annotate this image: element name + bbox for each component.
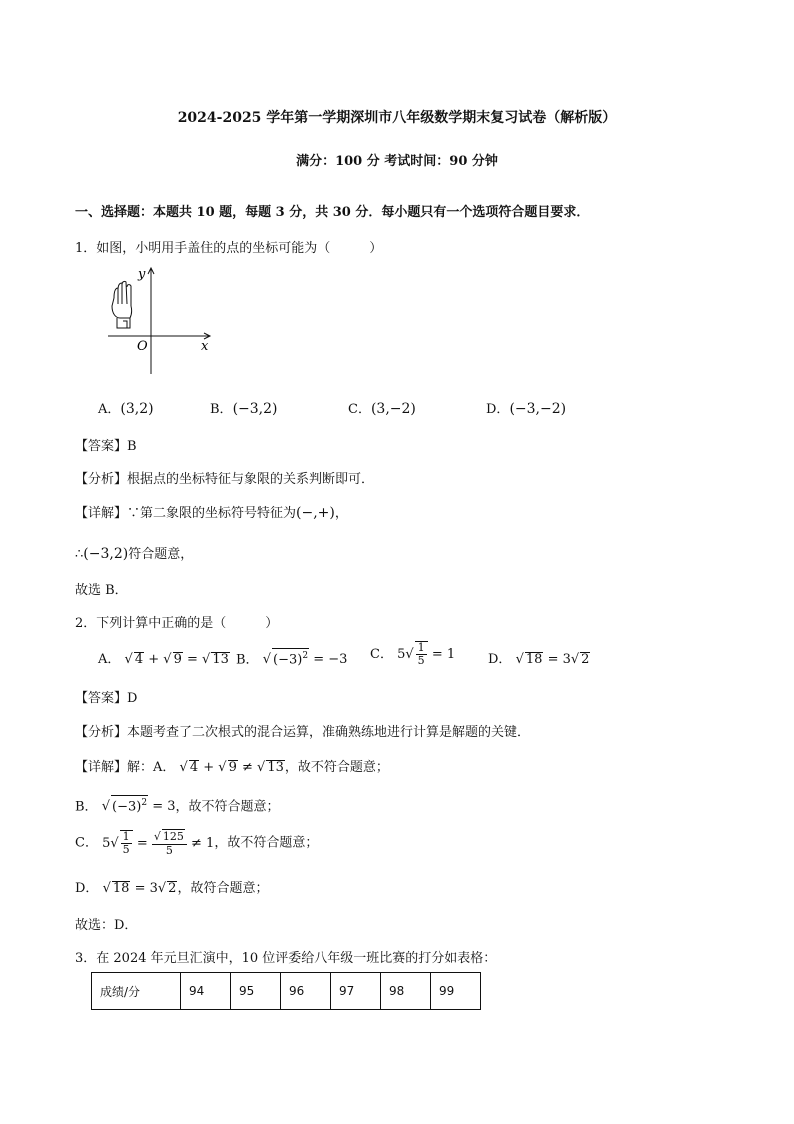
detail-prefix: D．	[75, 881, 99, 896]
option-value: (−3,−2)	[509, 401, 567, 417]
table-cell: 94	[181, 973, 231, 1010]
radicand: 9	[228, 760, 237, 775]
coefficient: 5	[397, 647, 406, 662]
radicand	[272, 648, 309, 667]
denominator: 5	[165, 844, 173, 857]
expression: √ 4 + √ 9 ≠ √ 13	[179, 760, 284, 775]
y-axis-label: y	[138, 267, 146, 282]
option-label: D．	[486, 402, 510, 417]
therefore-text: 符合题意，	[128, 547, 194, 562]
table-cell: 96	[281, 973, 331, 1010]
q2-detail-d	[75, 877, 268, 896]
hand-icon	[112, 281, 132, 328]
operator: ≠	[242, 760, 253, 775]
detail-prefix: C．	[75, 835, 98, 851]
exponent: 2	[302, 651, 309, 661]
operator: +	[148, 652, 160, 667]
q1-answer: 【答案】B	[75, 439, 137, 454]
numerator: 1	[122, 829, 130, 843]
numerator: 1	[417, 641, 425, 654]
denominator: 5	[417, 654, 425, 667]
table-row	[92, 973, 481, 1010]
operator: =	[187, 652, 198, 667]
document-title: 2024-2025 学年第一学期深圳市八年级数学期末复习试卷（解析版）	[177, 110, 617, 126]
document-subtitle: 满分：100 分 考试时间：90 分钟	[296, 154, 498, 169]
radicand: 18	[112, 881, 130, 896]
q2-analysis: 【分析】本题考查了二次根式的混合运算，准确熟练地进行计算是解题的关键．	[75, 725, 531, 740]
expression: 5√ $\frac{1}{5}$ = $\frac{√ 125}{5}$ ≠ 1	[102, 829, 215, 857]
radicand	[120, 830, 133, 856]
q2-option-b	[236, 648, 347, 667]
q2-option-a	[98, 648, 230, 667]
operator: +	[203, 760, 215, 775]
numerator: √ 125	[152, 829, 187, 845]
detail-prefix: 【详解】解：A．	[75, 760, 176, 775]
option-value: (3,2)	[120, 401, 154, 417]
option-value: (3,−2)	[370, 401, 416, 417]
option-expression: 5√ $\frac{1}{5}$ = 1	[397, 641, 456, 667]
detail-suffix: ，故不符合题意；	[214, 835, 319, 851]
rhs: = 1	[431, 647, 456, 662]
coefficient: 5	[102, 835, 111, 851]
option-label: A．	[98, 402, 121, 417]
q2-detail-b	[75, 795, 280, 814]
detail-prefix: B．	[75, 799, 98, 815]
detail-suffix: ，故不符合题意；	[284, 760, 389, 775]
operator: =	[136, 835, 148, 851]
rhs: = 3	[152, 799, 176, 815]
x-axis-label: x	[201, 339, 209, 354]
radicand	[111, 795, 148, 814]
rhs: ≠ 1	[191, 835, 215, 851]
origin-label: O	[137, 339, 148, 354]
q1-figure	[100, 262, 220, 377]
option-expression: √ 4 + √ 9 = √ 13	[124, 652, 229, 667]
exponent: 2	[141, 798, 148, 808]
expression: √ 18 = 3√ 2	[102, 881, 177, 896]
denominator: 5	[122, 842, 130, 856]
q2-option-d	[488, 648, 590, 667]
option-label: A．	[98, 652, 121, 667]
q1-analysis: 【分析】根据点的坐标特征与象限的关系判断即可．	[75, 472, 375, 487]
option-label: D．	[488, 652, 512, 667]
detail-text: 【详解】∵第二象限的坐标符号特征为	[75, 506, 297, 521]
option-label: C．	[370, 647, 393, 662]
radicand-base: (−3)	[112, 799, 142, 815]
table-cell: 97	[331, 973, 381, 1010]
q2-detail-c	[75, 829, 318, 857]
q1-option-c	[348, 398, 416, 417]
radicand: 13	[267, 760, 284, 775]
score-table	[91, 972, 481, 1010]
q2-detail-a	[75, 756, 389, 775]
rhs: = 3	[547, 652, 571, 667]
therefore-point: (−3,2)	[83, 546, 129, 562]
therefore-symbol: ∴	[75, 547, 84, 562]
table-cell: 98	[381, 973, 431, 1010]
radicand: 9	[173, 652, 182, 667]
sign-feature: (−,+)	[296, 505, 335, 521]
q2-stem: 2．下列计算中正确的是（ ）	[75, 616, 279, 631]
option-expression: √ $(-3)^2 = -3$	[263, 652, 348, 667]
detail-suffix: ，故不符合题意；	[175, 799, 280, 815]
q2-choose: 故选：D．	[75, 918, 138, 933]
option-label: B．	[210, 402, 233, 417]
option-label: B．	[236, 652, 259, 668]
q1-option-b	[210, 398, 277, 417]
q2-answer: 【答案】D	[75, 691, 138, 706]
radicand: 2	[168, 881, 177, 896]
q1-option-d	[486, 398, 566, 417]
table-header-cell: 成绩/分	[92, 973, 181, 1010]
radicand: 125	[162, 830, 184, 843]
radicand: 4	[134, 652, 144, 667]
radicand: 2	[581, 652, 590, 667]
rhs: = −3	[313, 652, 348, 668]
q1-detail	[75, 502, 348, 521]
rhs: = 3	[134, 881, 158, 896]
coordinate-axes-figure	[100, 262, 220, 377]
radicand	[415, 641, 428, 667]
q2-option-c	[370, 641, 455, 667]
q3-stem: 3．在 2024 年元旦汇演中，10 位评委给八年级一班比赛的打分如表格：	[75, 951, 497, 966]
expression: √ $(-3)^2 = 3$	[102, 799, 176, 814]
radicand: 13	[212, 652, 229, 667]
option-label: C．	[348, 402, 371, 417]
detail-suffix: ，故符合题意；	[177, 881, 269, 896]
q1-therefore	[75, 543, 193, 562]
section-heading: 一、选择题：本题共 10 题，每题 3 分，共 30 分．每小题只有一个选项符合题目要求．	[75, 205, 590, 220]
table-cell: 95	[231, 973, 281, 1010]
option-expression: √ 18 = 3√ 2	[515, 652, 590, 667]
q1-option-a	[98, 398, 154, 417]
radicand: 4	[189, 760, 199, 775]
detail-comma: ，	[334, 506, 348, 521]
q1-choose: 故选 B．	[75, 583, 128, 598]
table-cell: 99	[431, 973, 481, 1010]
radicand: 18	[525, 652, 543, 667]
q1-stem: 1．如图，小明用手盖住的点的坐标可能为（ ）	[75, 241, 383, 256]
radicand-base: (−3)	[273, 652, 303, 668]
option-value: (−3,2)	[232, 401, 278, 417]
